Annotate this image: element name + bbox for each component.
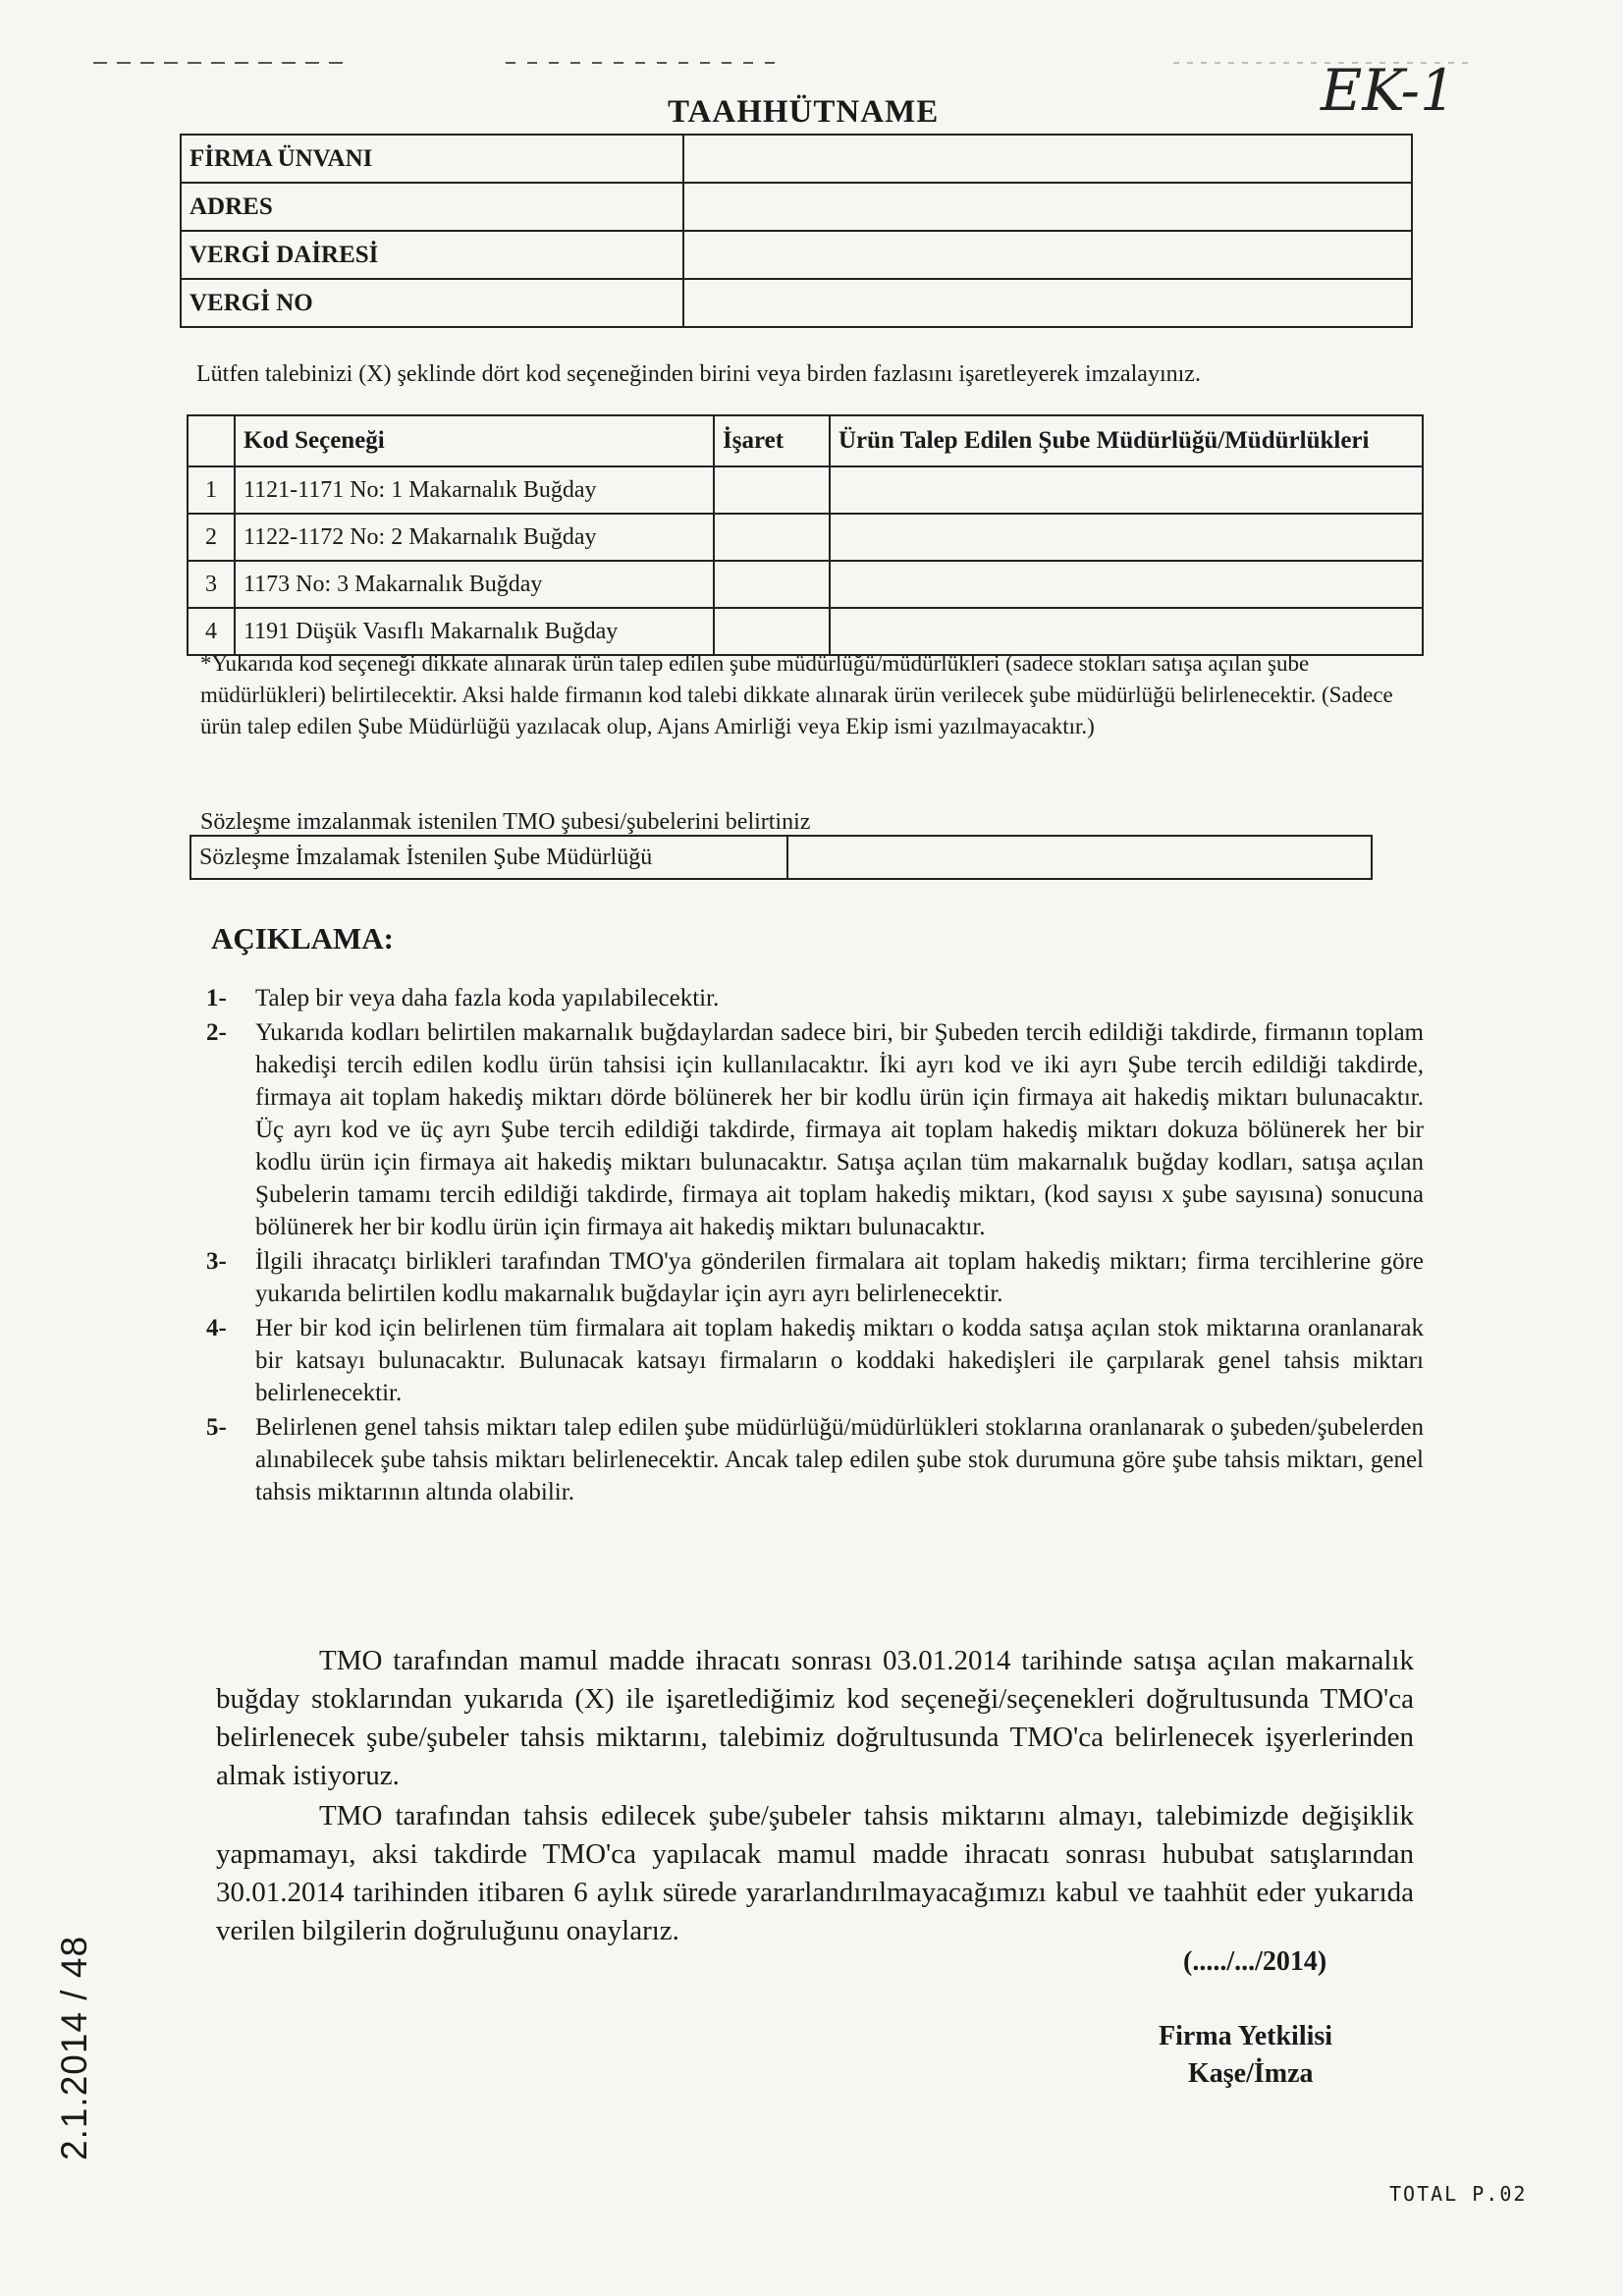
item-text: Yukarıda kodları belirtilen makarnalık buğdaylardan sadece biri, bir Şubeden tercih edildiği takdirde, firmanın toplam hakedişi tercih edilen kodlu ürün tahsisi için kullanılacaktır. İki ayrı kod ve iki ayrı Şube tercih edildiği takdirde, firmaya ait toplam hakediş miktarı dörde bölünerek her bir kodlu ürün için firmaya ait hakediş miktarı bulunacaktır. Üç ayrı kod ve üç ayrı Şube tercih edildiği takdirde, firmaya ait toplam hakediş miktarı dokuza bölünerek her bir kodlu ürün için firmaya ait hakediş miktarı bulunacaktır. Satışa açılan tüm makarnalık buğday kodları, satışa açılan Şubelerin tamamı tercih edildiği takdirde, firmaya ait toplam hakediş miktarı, (kod sayısı x şube sayısına) sonucuna bölünerek her bir kodlu ürün için firmaya ait hakediş miktarı bulunacaktır. [255,1019,1424,1240]
table-row [188,514,1423,561]
firm-name-label: FİRMA ÜNVANI [181,135,683,183]
signature-title: Firma Yetkilisi [1159,2021,1333,2051]
code-note: *Yukarıda kod seçeneği dikkate alınarak ürün talep edilen şube müdürlüğü/müdürlükleri (sadece stokları satışa açılan şube müdürlükleri) belirtilecektir. Aksi halde firmanın kod talebi dikkate alınarak ürün verilecek şube müdürlüğü belirlenecektir. (Sadece ürün talep edilen Şube Müdürlüğü yazılacak olup, Ajans Amirliği veya Ekip ismi yazılmayacaktır.) [200,651,1393,738]
col-header-code: Kod Seçeneği [235,415,714,466]
date-fill: (...../.../2014) [1183,1946,1327,1977]
code-option: 1121-1171 No: 1 Makarnalık Buğday [235,466,714,514]
list-item [206,1411,1424,1508]
address-field[interactable] [683,183,1412,231]
code-option: 1191 Düşük Vasıflı Makarnalık Buğday [235,608,714,655]
tax-office-field[interactable] [683,231,1412,279]
aciklama-list [206,982,1424,1510]
mark-cell[interactable] [714,466,830,514]
branch-cell[interactable] [830,466,1423,514]
list-item [206,982,1424,1014]
mark-cell[interactable] [714,561,830,608]
table-row [181,183,1412,231]
contract-branch-field[interactable] [787,836,1372,879]
branch-cell[interactable] [830,561,1423,608]
list-item [206,1016,1424,1243]
item-number: 4- [206,1315,227,1341]
commitment-paragraph-1: TMO tarafından mamul madde ihracatı sonrası 03.01.2014 tarihinde satışa açılan makarnalık buğday stoklarından yukarıda (X) ile işaretlediğimiz kod seçeneği/seçenekleri doğrultusunda TMO'ca belirlenecek şube/şubeler tahsis miktarını, talebimiz doğrultusunda TMO'ca belirlenecek işyerlerinden almak istiyoruz. [216,1645,1414,1791]
row-number: 3 [188,561,235,608]
list-item [206,1245,1424,1310]
firm-info-table [180,134,1413,328]
table-header-row [188,415,1423,466]
aciklama-heading: AÇIKLAMA: [211,921,394,956]
code-instruction: Lütfen talebinizi (X) şeklinde dört kod seçeneğinden birini veya birden fazlasını işaretleyerek imzalayınız. [196,361,1201,387]
table-row [190,836,1372,879]
col-header-mark: İşaret [714,415,830,466]
side-date-stamp: 2.1.2014 / 48 [54,1935,94,2160]
tax-number-label: VERGİ NO [181,279,683,327]
item-text: Her bir kod için belirlenen tüm firmalara ait toplam hakediş miktarı o kodda satışa açılan stok miktarına oranlanarak bir katsayı bulunacaktır. Bulunacak katsayı firmaların o koddaki hakedişleri ile çarpılarak genel tahsis miktarı belirlenecektir. [255,1315,1424,1406]
fax-footer: TOTAL P.02 [1389,2182,1528,2206]
code-option: 1122-1172 No: 2 Makarnalık Buğday [235,514,714,561]
item-text: İlgili ihracatçı birlikleri tarafından TMO'ya gönderilen firmalara ait toplam hakediş miktarı; firma tercihlerine göre yukarıda belirtilen kodlu makarnalık buğdaylar için ayrı ayrı belirlenecektir. [255,1248,1424,1307]
item-text: Belirlenen genel tahsis miktarı talep edilen şube müdürlüğü/müdürlükleri stoklarına oranlanarak o şubeden/şubelerden alınabilecek şube tahsis miktarı belirlenecektir. Ancak talep edilen şube stok durumuna göre şube tahsis miktarı, genel tahsis miktarının altında olabilir. [255,1414,1424,1505]
table-row [181,279,1412,327]
contract-branch-label: Sözleşme İmzalamak İstenilen Şube Müdürlüğü [190,836,787,879]
fax-header-noise [93,55,1468,73]
corner-mark: EK-1 [1321,57,1456,124]
mark-cell[interactable] [714,514,830,561]
contract-branch-table [189,835,1373,880]
table-row [181,135,1412,183]
contract-instruction: Sözleşme imzalanmak istenilen TMO şubesi/şubelerini belirtiniz [200,809,811,835]
row-number: 4 [188,608,235,655]
tax-office-label: VERGİ DAİRESİ [181,231,683,279]
col-header-num [188,415,235,466]
list-item [206,1312,1424,1409]
col-header-branch: Ürün Talep Edilen Şube Müdürlüğü/Müdürlükleri [830,415,1423,466]
row-number: 2 [188,514,235,561]
document-title: TAAHHÜTNAME [668,94,940,130]
item-number: 3- [206,1248,227,1275]
code-option: 1173 No: 3 Makarnalık Buğday [235,561,714,608]
table-row [181,231,1412,279]
tax-number-field[interactable] [683,279,1412,327]
branch-cell[interactable] [830,514,1423,561]
signature-stamp: Kaşe/İmza [1188,2058,1314,2089]
code-options-table [187,414,1424,656]
item-number: 1- [206,985,227,1011]
item-text: Talep bir veya daha fazla koda yapılabilecektir. [255,985,720,1011]
commitment-paragraph-2: TMO tarafından tahsis edilecek şube/şubeler tahsis miktarını almayı, talebimizde değişiklik yapmamayı, aksi takdirde TMO'ca yapılacak mamul madde ihracatı sonrası hububat satışlarından 30.01.2014 tarihinden itibaren 6 aylık sürede yararlandırılmayacağımızı kabul ve taahhüt eder yukarıda verilen bilgilerin doğruluğunu onaylarız. [216,1800,1414,1946]
table-row [188,561,1423,608]
address-label: ADRES [181,183,683,231]
table-row [188,466,1423,514]
firm-name-field[interactable] [683,135,1412,183]
row-number: 1 [188,466,235,514]
item-number: 2- [206,1019,227,1046]
item-number: 5- [206,1414,227,1441]
